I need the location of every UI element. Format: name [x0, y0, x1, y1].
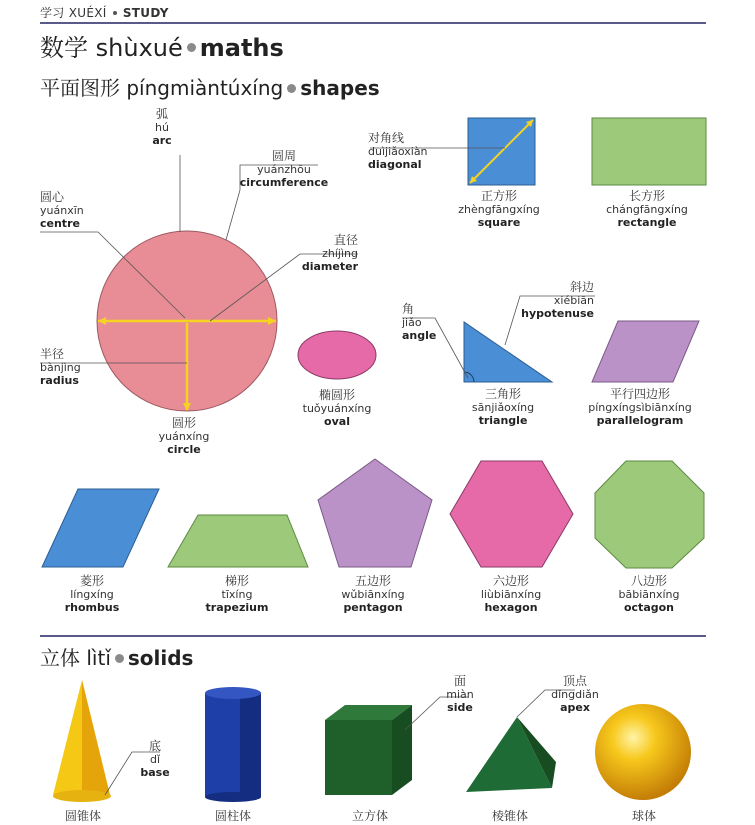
header-en: STUDY [122, 6, 169, 20]
octagon-shape [595, 461, 704, 568]
label-en: angle [402, 329, 437, 342]
cylinder-base [205, 792, 261, 802]
label-en: hypotenuse [521, 307, 594, 320]
label-en: trapezium [205, 601, 269, 614]
circle-label [159, 417, 210, 456]
cylinder-top [205, 687, 261, 699]
apex-label [551, 675, 599, 714]
label-pinyin: dǐ [149, 753, 161, 766]
diagonal-label [368, 132, 428, 171]
label-cn: 斜边 [569, 280, 594, 294]
triangle-label [472, 388, 534, 427]
label-cn: 梯形 [224, 574, 249, 588]
title-cn: 数学 [40, 34, 88, 62]
title-en: maths [199, 34, 284, 62]
label-cn: 棱锥体 [491, 809, 529, 823]
oval-shape [298, 331, 376, 379]
label-cn: 椭圆形 [318, 388, 356, 402]
label-en: rectangle [617, 216, 677, 229]
label-en: square [477, 216, 521, 229]
square-label [458, 190, 540, 229]
label-cn: 直径 [333, 233, 358, 247]
solids-rule [40, 635, 706, 637]
label-en: pentagon [343, 601, 403, 614]
label-pinyin: dǐngdiǎn [551, 688, 599, 701]
separator-dot [115, 654, 124, 663]
label-cn: 圆锥体 [64, 809, 102, 823]
angle-label [402, 303, 436, 342]
label-pinyin: miàn [446, 688, 474, 701]
header-cn: 学习 [40, 6, 65, 20]
label-pinyin: píngxíngsìbiānxíng [588, 401, 692, 414]
octagon-label [619, 575, 680, 614]
centre-label [40, 191, 84, 230]
side-label [446, 675, 473, 714]
label-en: circle [167, 443, 201, 456]
label-en: centre [40, 217, 80, 230]
cylinder-label [215, 810, 251, 823]
diameter-label [302, 234, 358, 273]
label-pinyin: tuǒyuánxíng [302, 402, 372, 415]
rectangle-shape [592, 118, 706, 185]
label-cn: 八边形 [630, 574, 667, 588]
pentagon-shape [318, 459, 432, 567]
label-en: circumference [239, 176, 329, 189]
hypotenuse-label [521, 281, 594, 320]
pentagon-label [341, 575, 404, 614]
label-cn: 半径 [40, 347, 65, 361]
label-cn: 球体 [631, 809, 657, 823]
label-cn: 弧 [155, 107, 168, 121]
parallelogram-shape [592, 321, 699, 382]
label-cn: 对角线 [368, 131, 405, 145]
shapes-heading-en: shapes [300, 76, 380, 100]
label-cn: 正方形 [480, 189, 517, 203]
label-pinyin: yuánzhōu [257, 163, 311, 176]
cone-shading [82, 680, 110, 800]
parallelogram-label [588, 388, 692, 427]
label-en: rhombus [64, 601, 120, 614]
cube-front [325, 720, 392, 795]
rhombus-label [65, 575, 120, 614]
label-pinyin: sānjiǎoxíng [471, 401, 535, 414]
label-cn: 六边形 [492, 574, 530, 588]
base-label [140, 740, 169, 779]
label-en: oval [324, 415, 350, 428]
label-en: diagonal [368, 158, 422, 171]
solids-heading-en: solids [127, 646, 194, 670]
label-cn: 顶点 [562, 674, 587, 688]
label-pinyin: língxíng [70, 588, 114, 601]
cube-side [392, 705, 412, 795]
label-cn: 圆心 [40, 190, 65, 204]
label-en: diameter [301, 260, 358, 273]
label-pinyin: tīxíng [221, 588, 253, 601]
label-en: base [140, 766, 170, 779]
hexagon-label [481, 575, 541, 614]
label-cn: 平行四边形 [609, 387, 671, 401]
label-en: octagon [623, 601, 675, 614]
label-cn: 圆形 [171, 416, 196, 430]
arc-label [152, 108, 171, 147]
sphere-label [632, 810, 656, 823]
trapezium-label [206, 575, 269, 614]
cone-base [53, 790, 111, 802]
title-pinyin: shùxué [95, 34, 183, 62]
triangle-shape [464, 322, 552, 382]
label-en: apex [560, 701, 590, 714]
cone-label [65, 810, 101, 823]
label-pinyin: bànjìng [40, 361, 81, 374]
label-en: radius [40, 374, 79, 387]
label-pinyin: chángfāngxíng [606, 203, 688, 216]
label-pinyin: jiǎo [402, 316, 422, 329]
label-pinyin: bābiānxíng [618, 588, 680, 601]
label-pinyin: wǔbiānxíng [341, 588, 405, 601]
label-cn: 三角形 [484, 387, 521, 401]
header-pinyin: XUÉXÍ [68, 6, 107, 20]
label-pinyin: zhèngfāngxíng [458, 203, 540, 216]
label-cn: 圆周 [271, 149, 297, 163]
shapes-heading-cn: 平面图形 [40, 76, 120, 100]
radius-label [40, 348, 81, 387]
label-cn: 面 [453, 674, 467, 688]
sphere-shape [595, 704, 691, 800]
label-cn: 菱形 [79, 574, 104, 588]
label-en: hexagon [484, 601, 538, 614]
label-pinyin: liùbiānxíng [480, 588, 542, 601]
label-pinyin: duìjiǎoxiàn [368, 145, 428, 158]
label-cn: 底 [148, 739, 161, 753]
solids-heading-cn: 立体 [40, 646, 80, 670]
label-cn: 长方形 [628, 189, 665, 203]
hexagon-shape [450, 461, 573, 567]
oval-label [303, 389, 372, 428]
circumference-leader [226, 190, 240, 240]
solids-heading-pinyin: lìtǐ [86, 646, 111, 670]
cylinder-shading [240, 693, 261, 797]
label-pinyin: hú [155, 121, 169, 134]
label-en: triangle [478, 414, 528, 427]
label-pinyin: zhíjìng [322, 247, 358, 260]
label-pinyin: yuánxīn [40, 204, 84, 217]
label-en: parallelogram [596, 414, 684, 427]
label-cn: 圆柱体 [214, 809, 252, 823]
circumference-label [240, 150, 328, 189]
rhombus-shape [42, 489, 159, 567]
pyramid-label [492, 810, 528, 823]
solids-heading [40, 642, 193, 671]
label-cn: 立方体 [351, 809, 389, 823]
label-pinyin: yuánxíng [158, 430, 210, 443]
label-cn: 五边形 [354, 574, 391, 588]
label-pinyin: xiébiān [553, 294, 594, 307]
trapezium-shape [168, 515, 308, 567]
label-cn: 角 [402, 302, 415, 316]
label-en: arc [152, 134, 172, 147]
rectangle-label [606, 190, 688, 229]
label-en: side [447, 701, 473, 714]
shapes-heading-pinyin: píngmiàntúxíng [126, 76, 284, 100]
cube-label [352, 810, 388, 823]
